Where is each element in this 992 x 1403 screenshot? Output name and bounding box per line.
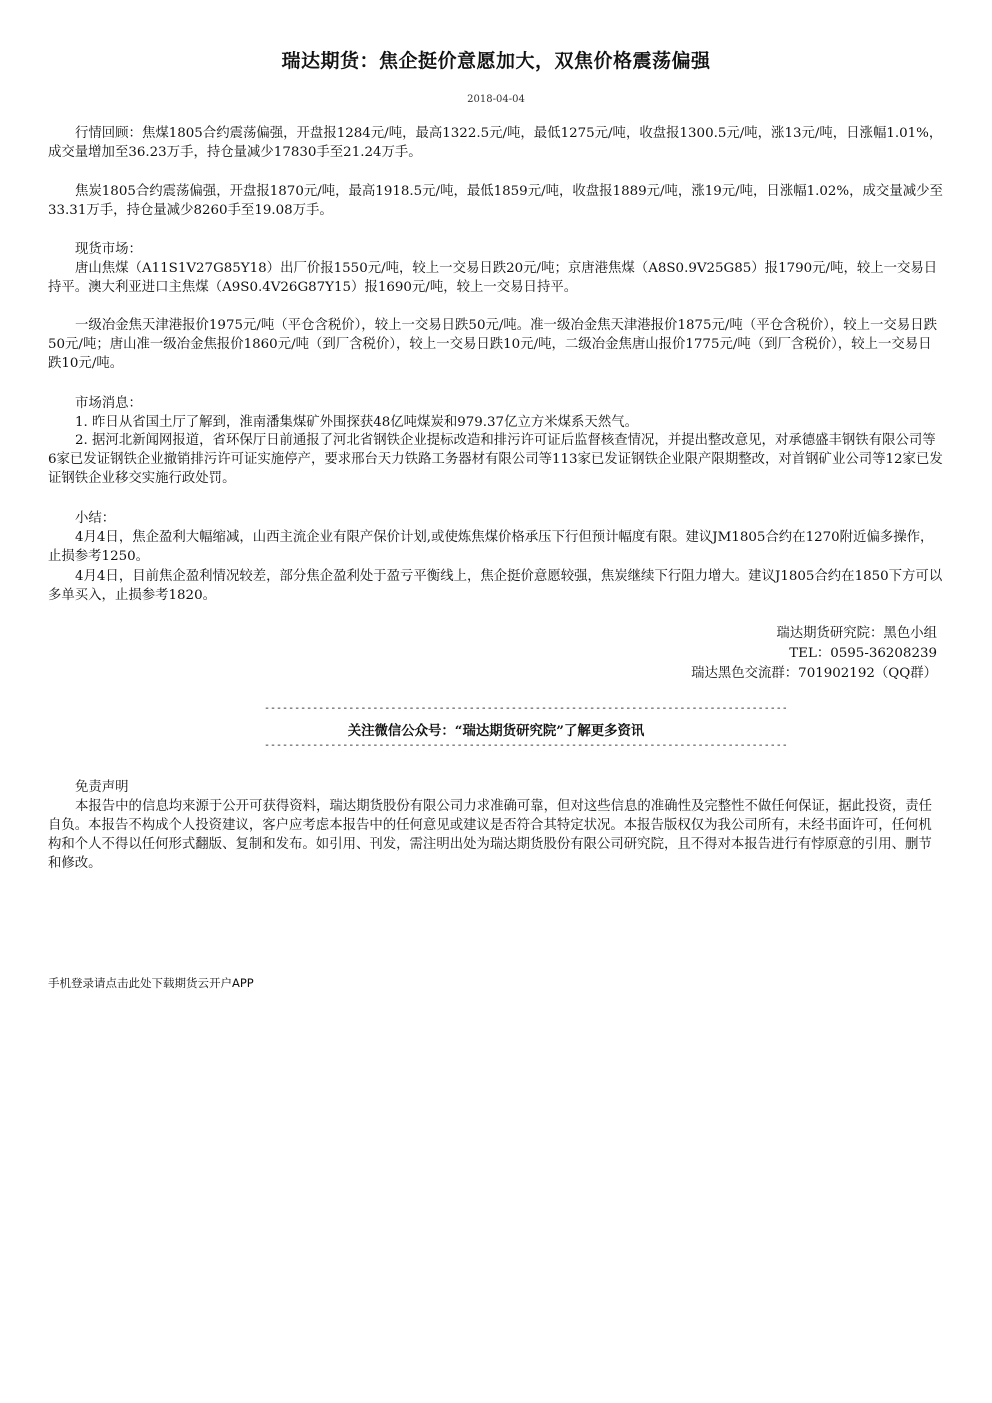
signature-group: 瑞达黑色交流群：701902192（QQ群） bbox=[691, 666, 937, 681]
summary-j: 4月4日，目前焦企盈利情况较差，部分焦企盈利处于盈亏平衡线上，焦企挺价意愿较强，焦炭继续下行阻力增大。建议J1805合约在1850下方可以多单买入，止损参考1820。 bbox=[48, 569, 943, 603]
separator-bottom: --------------------------------------------------------------------------------------- bbox=[264, 740, 788, 751]
page-title: 瑞达期货：焦企挺价意愿加大，双焦价格震荡偏强 bbox=[281, 50, 711, 72]
coking-coal-review: 行情回顾：焦煤1805合约震荡偏强，开盘报1284元/吨，最高1322.5元/吨，最低1275元/吨，收盘报1300.5元/吨，涨13元/吨，日涨幅1.01%，成交量增加至36.23万手，持仓量减少17830手至21.24万手。 bbox=[48, 126, 943, 160]
summary-jm: 4月4日，焦企盈利大幅缩减，山西主流企业有限产保价计划,或使炼焦煤价格承压下行但预计幅度有限。建议JM1805合约在1270附近偏多操作，止损参考1250。 bbox=[48, 530, 934, 564]
disclaimer-heading: 免责声明 bbox=[75, 780, 129, 795]
news-heading: 市场消息： bbox=[75, 396, 142, 411]
wechat-notice: 关注微信公众号：“瑞达期货研究院”了解更多资讯 bbox=[347, 723, 645, 739]
news-item-1: 1. 昨日从省国土厅了解到，淮南潘集煤矿外围探获48亿吨煤炭和979.37亿立方米煤系天然气。 bbox=[75, 415, 638, 430]
spot-coke: 一级冶金焦天津港报价1975元/吨（平仓含税价），较上一交易日跌50元/吨。准一级冶金焦天津港报价1875元/吨（平仓含税价），较上一交易日跌50元/吨；唐山准一级冶金焦报价1860元/吨（到厂含税价），较上一交易日跌10元/吨，二级冶金焦唐山报价1775元/吨（到厂含税价），较上一交易日跌10元/吨。 bbox=[48, 318, 937, 371]
signature-block bbox=[691, 624, 937, 684]
spot-heading: 现货市场： bbox=[75, 242, 142, 257]
separator-top: --------------------------------------------------------------------------------------- bbox=[264, 703, 788, 714]
disclaimer-text: 本报告中的信息均来源于公开可获得资料，瑞达期货股份有限公司力求准确可靠，但对这些信息的准确性及完整性不做任何保证，据此投资，责任自负。本报告不构成个人投资建议，客户应考虑本报告中的任何意见或建议是否符合其特定状况。本报告版权仅为我公司所有，未经书面许可，任何机构和个人不得以任何形式翻版、复制和发布。如引用、刊发，需注明出处为瑞达期货股份有限公司研究院，且不得对本报告进行有悖原意的引用、删节和修改。 bbox=[48, 799, 932, 871]
signature-tel: TEL：0595-36208239 bbox=[789, 646, 937, 661]
coke-review: 焦炭1805合约震荡偏强，开盘报1870元/吨，最高1918.5元/吨，最低1859元/吨，收盘报1889元/吨，涨19元/吨，日涨幅1.02%，成交量减少至33.31万手，持仓量减少8260手至19.08万手。 bbox=[48, 184, 943, 218]
spot-coal: 唐山焦煤（A11S1V27G85Y18）出厂价报1550元/吨，较上一交易日跌20元/吨；京唐港焦煤（A8S0.9V25G85）报1790元/吨，较上一交易日持平。澳大利亚进口主焦煤（A9S0.4V26G87Y15）报1690元/吨，较上一交易日持平。 bbox=[48, 261, 938, 295]
report-date: 2018-04-04 bbox=[467, 94, 525, 105]
news-item-2: 2. 据河北新闻网报道，省环保厅日前通报了河北省钢铁企业提标改造和排污许可证后监督核查情况，并提出整改意见，对承德盛丰钢铁有限公司等6家已发证钢铁企业撤销排污许可证实施停产，要求邢台天力铁路工务器材有限公司等113家已发证钢铁企业限产限期整改，对首钢矿业公司等12家已发证钢铁企业移交实施行政处罚。 bbox=[48, 433, 943, 486]
summary-heading: 小结： bbox=[75, 511, 116, 526]
signature-dept: 瑞达期货研究院：黑色小组 bbox=[776, 626, 937, 641]
app-download-link[interactable]: 手机登录请点击此处下载期货云开户APP bbox=[48, 976, 254, 990]
